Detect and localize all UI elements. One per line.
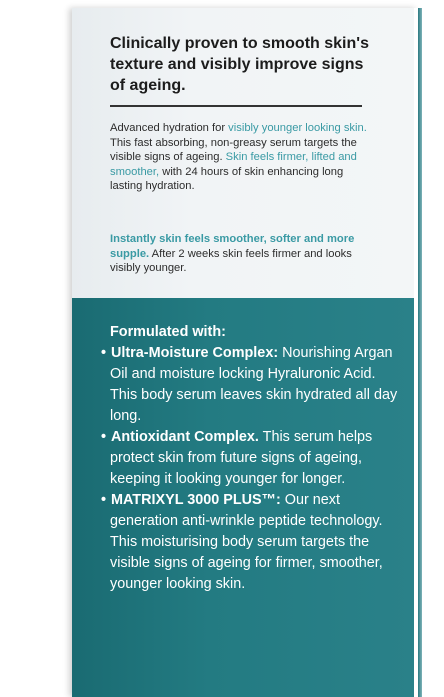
ingredient-body: Nourishing Argan Oil and moisture locking Hyraluronic Acid. This body serum leaves skin hydrated all day long. <box>110 345 398 424</box>
ingredient-item <box>101 343 400 427</box>
results-highlight: Instantly skin feels smoother, softer and more supple. <box>110 233 355 260</box>
intro-text-3: with 24 hours of skin enhancing long lasting hydration. <box>110 165 344 193</box>
bullet-icon: • <box>101 345 107 361</box>
ingredient-body: Our next generation anti-wrinkle peptide technology. This moisturising body serum targets the visible signs of ageing for firmer, smoother, younger looking skin. <box>110 492 383 592</box>
product-box <box>72 8 418 697</box>
ingredients-title: Formulated with: <box>110 324 226 340</box>
bullet-icon: • <box>101 429 107 445</box>
divider <box>110 105 362 107</box>
info-panel <box>72 8 414 298</box>
ingredients-section <box>101 322 400 595</box>
intro-text-2: This fast absorbing, non-greasy serum targets the visible signs of ageing. <box>110 136 357 164</box>
ingredient-lead: Ultra-Moisture Complex: <box>111 345 279 361</box>
headline: Clinically proven to smooth skin's texture and visibly improve signs of ageing. <box>110 35 369 94</box>
ingredients-list <box>101 343 400 595</box>
ingredient-item <box>101 427 400 490</box>
ingredient-body: This serum helps protect skin from future signs of ageing, keeping it looking younger for longer. <box>110 429 373 487</box>
ingredient-lead: MATRIXYL 3000 PLUS™: <box>111 492 281 508</box>
bullet-icon: • <box>101 492 107 508</box>
results-text: After 2 weeks skin feels firmer and looks visibly younger. <box>110 247 352 275</box>
intro-highlight-1: visibly younger looking skin. <box>228 122 367 134</box>
results-paragraph <box>110 232 372 276</box>
intro-paragraph <box>110 121 372 194</box>
ingredient-lead: Antioxidant Complex. <box>111 429 259 445</box>
box-side-edge <box>418 8 422 697</box>
ingredient-item <box>101 490 400 595</box>
intro-highlight-2: Skin feels firmer, lifted and smoother, <box>110 151 357 178</box>
intro-text-1: Advanced hydration for <box>110 122 229 134</box>
